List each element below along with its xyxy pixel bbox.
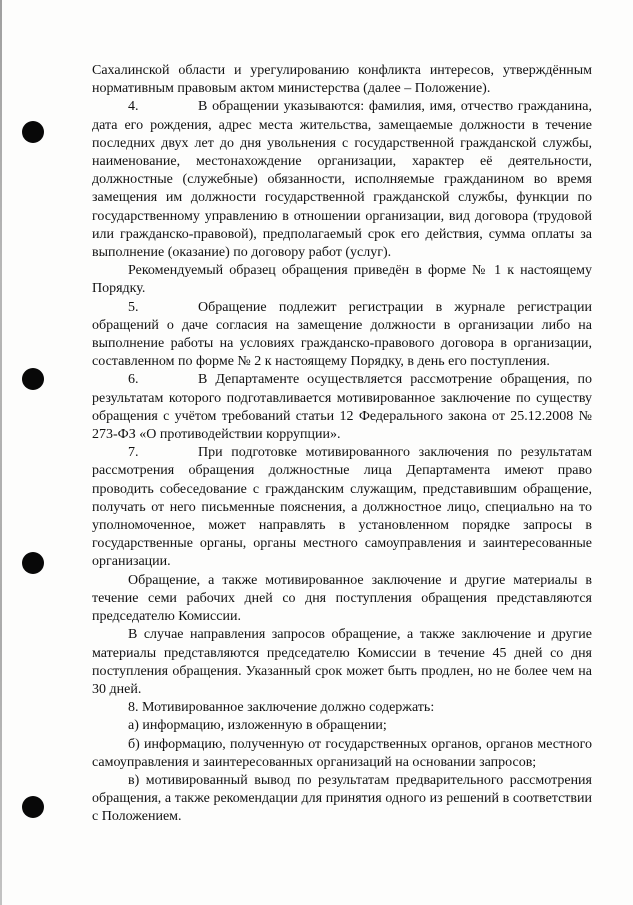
paragraph-text: При подготовке мотивированного заключения по результатам рассмотрения обращения должностные лица Департамента имеют право проводить собеседование с гражданским служащим, представившим обращение, получать от него письменные пояснения, а должностное лицо, специально на то уполномоченное, может направлять в установленном порядке запросы в государственные органы, органы местного самоуправления и заинтересованные организации. — [92, 445, 592, 570]
punch-hole — [22, 121, 44, 143]
paragraph-8 — [92, 699, 592, 717]
paragraph-number: 7. — [128, 445, 139, 461]
paragraph-text: б) информацию, полученную от государственных органов, органов местного самоуправления и заинтересованных организаций на основании запросов; — [92, 736, 592, 770]
paragraph-8-a — [92, 717, 592, 735]
paragraph-continuation — [92, 62, 592, 98]
paragraph-4 — [92, 98, 592, 262]
paragraph-7 — [92, 444, 592, 571]
paragraph-8-c — [92, 772, 592, 827]
paragraph-text: в) мотивированный вывод по результатам предварительного рассмотрения обращения, а также рекомендации для принятия одного из решений в соответствии с Положением. — [92, 772, 592, 825]
punch-hole — [22, 368, 44, 390]
paragraph-number: 6. — [128, 372, 139, 388]
paragraph-number: 4. — [128, 99, 139, 115]
paragraph-text: Обращение подлежит регистрации в журнале регистрации обращений о даче согласия на замещение должности в организации либо на выполнение работы на условиях гражданско-правового договора в организации, составленном по форме № 2 к настоящему Порядку, в день его поступления. — [92, 299, 592, 370]
paragraph-text: а) информацию, изложенную в обращении; — [128, 718, 387, 734]
paragraph-4-sample — [92, 262, 592, 298]
paragraph-5 — [92, 299, 592, 372]
scan-edge — [0, 0, 2, 905]
paragraph-text: 8. Мотивированное заключение должно содержать: — [128, 700, 435, 716]
paragraph-text: Сахалинской области и урегулированию конфликта интересов, утверждённым нормативным правовым актом министерства (далее – Положение). — [92, 63, 592, 97]
document-body — [92, 62, 592, 827]
paragraph-text: Обращение, а также мотивированное заключение и другие материалы в течение семи рабочих дней со дня поступления обращения представляются председателю Комиссии. — [92, 572, 592, 625]
paragraph-text: В Департаменте осуществляется рассмотрение обращения, по результатам которого подготавливается мотивированное заключение по существу обращения с учётом требований статьи 12 Федерального закона от 25.12.2008 № 273-ФЗ «О противодействии коррупции». — [92, 372, 592, 443]
paragraph-8-b — [92, 736, 592, 772]
punch-hole — [22, 796, 44, 818]
paragraph-7-materials — [92, 572, 592, 627]
paragraph-number: 5. — [128, 299, 139, 315]
paragraph-text: В случае направления запросов обращение, а также заключение и другие материалы представляются председателю Комиссии в течение 45 дней со дня поступления обращения. Указанный срок может быть продлен, но не более чем на 30 дней. — [92, 627, 592, 697]
paragraph-6 — [92, 371, 592, 444]
paragraph-text: В обращении указываются: фамилия, имя, отчество гражданина, дата его рождения, адрес места жительства, замещаемые должности в течение последних двух лет до дня увольнения с государственной гражданской службы, наименование, местонахождение организации, характер её деятельности, должностные (служебные) обязанности, исполняемые гражданином во время замещения им должности государственной гражданской службы, функции по государственному управлению в отношении организации, вид договора (трудовой или гражданско-правовой), предполагаемый срок его действия, сумма оплаты за выполнение (оказание) по договору работ (услуг). — [92, 99, 592, 261]
paragraph-7-requests — [92, 626, 592, 699]
paragraph-text: Рекомендуемый образец обращения приведён в форме № 1 к настоящему Порядку. — [92, 263, 592, 297]
punch-hole — [22, 552, 44, 574]
